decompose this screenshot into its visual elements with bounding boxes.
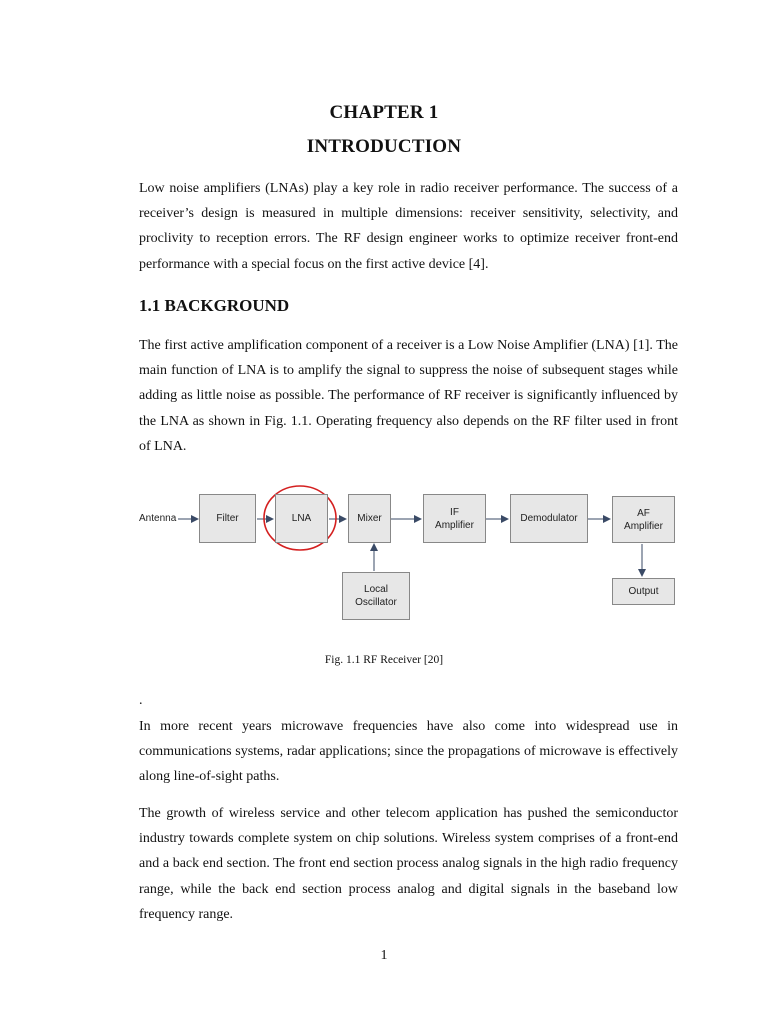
section-heading: 1.1 BACKGROUND — [139, 296, 290, 315]
mixer-block: Mixer — [348, 494, 391, 543]
paragraph-3: The growth of wireless service and other telecom application has pushed the semiconductor industry towards complete system on chip solutions. Wireless system comprises of a front-end and a back end section. The front end section process analog signals in the high radio frequency range, while the back end section process analog and digital signals in the baseband low frequency range. — [139, 806, 678, 922]
if-amplifier-block: IF Amplifier — [423, 494, 486, 543]
paragraph-2: In more recent years microwave frequencies have also come into widespread use in communications systems, radar applications; since the propagations of microwave is effectively along line-of-sight paths. — [139, 719, 678, 785]
chapter-number: CHAPTER 1 — [329, 102, 439, 123]
figure-caption: Fig. 1.1 RF Receiver [20] — [324, 654, 444, 666]
output-block: Output — [612, 578, 675, 605]
background-paragraph: The first active amplification component of a receiver is a Low Noise Amplifier (LNA) [1]. The main function of LNA is to amplify the signal to suppress the noise of subsequent stages while adding as little noise as possible. The performance of RF receiver is significantly influenced by the LNA as shown in Fig. 1.1. Operating frequency also depends on the RF filter used in front of LNA. — [139, 338, 678, 454]
local-oscillator-block: Local Oscillator — [342, 572, 410, 620]
chapter-title: INTRODUCTION — [306, 136, 462, 157]
stray-mark: . — [139, 693, 143, 708]
page-number: 1 — [380, 948, 388, 963]
rf-receiver-block-diagram — [130, 475, 690, 625]
demodulator-block: Demodulator — [510, 494, 588, 543]
antenna-label: Antenna — [139, 513, 177, 524]
intro-paragraph: Low noise amplifiers (LNAs) play a key role in radio receiver performance. The success of a receiver’s design is measured in multiple dimensions: receiver sensitivity, selectivity, and proclivity to reception errors. The RF design engineer works to optimize receiver front-end performance with a special focus on the first active device [4]. — [139, 181, 678, 272]
af-amplifier-block: AF Amplifier — [612, 496, 675, 543]
filter-block: Filter — [199, 494, 256, 543]
lna-block: LNA — [275, 494, 328, 543]
